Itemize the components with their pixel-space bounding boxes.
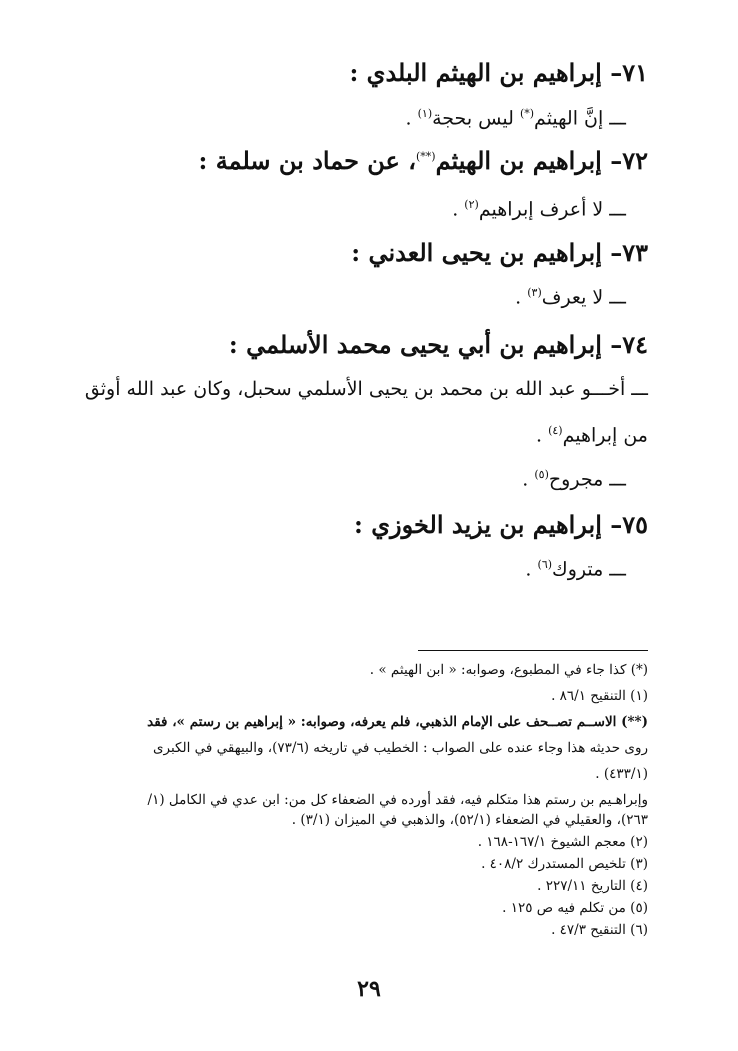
entry-72-text [452,198,626,220]
footnote-5: (٥) من تكلم فيه ص ١٢٥ . [502,900,648,916]
entry-text: من إبراهيم [562,424,648,447]
entry-72-heading [199,146,648,175]
footnote-2: (٢) معجم الشيوخ ١٦٧/١-١٦٨ . [477,834,648,850]
entry-number: ٧٥– [610,510,648,539]
entry-74-text-cont [536,424,648,446]
footnote-ref[interactable]: (٦) [537,558,553,571]
entry-74-text [85,378,648,400]
entry-text: ليس بحجة [432,107,520,130]
footnote-divider [418,650,648,651]
footnote-4: (٤) التاريخ ٢٢٧/١١ . [537,878,648,894]
footnote-double-star: (**) الاســم تصــحف على الإمام الذهبي، فلم يعرفه، وصوابه: « إبراهيم بن رستم »، فقد [147,714,648,730]
entry-text: . [522,468,535,491]
entry-rest: : [349,58,367,87]
entry-75-heading [354,510,648,539]
entry-number: ٧٤– [610,330,648,359]
footnote-ref[interactable]: (١) [417,107,433,120]
entry-text: ـــ مجروح [548,468,626,491]
footnote-ref[interactable]: (٥) [534,468,549,481]
entry-73-heading [351,238,648,267]
entry-title: إبراهيم بن يزيد الخوزي [371,510,602,539]
entry-text: . [535,424,549,447]
entry-title: إبراهيم بن الهيثم [435,146,602,175]
footnote-ref[interactable]: (٣) [527,286,542,299]
entry-text: ـــ أخـــو عبد الله بن محمد بن يحيى الأسلمي سحبل، وكان عبد الله أوثق [84,378,648,400]
entry-rest: : [354,510,372,539]
entry-rest: ، عن حماد بن سلمة : [198,146,416,175]
entry-rest: : [228,330,247,359]
entry-text: ـــ إنَّ الهيثم [534,107,626,130]
entry-text: . [405,107,418,130]
entry-title: إبراهيم بن يحيى العدني [368,238,602,267]
footnote-double-star-cont: (٤٣٣/١) . [595,766,648,782]
entry-rest: : [351,238,369,267]
entry-74-heading [229,330,648,359]
footnote-3: (٣) تلخيص المستدرك ٤٠٨/٢ . [481,856,648,872]
entry-text: . [525,558,538,581]
footnote-double-star-cont: روى حديثه هذا وجاء عنده على الصواب : الخطيب في تاريخه (٧٣/٦)، والبيهقي في الكبرى [152,740,648,756]
entry-74-text-2 [522,468,626,490]
footnote-1: (١) التنقيح ٨٦/١ . [551,688,648,704]
entry-number: ٧١– [610,58,648,87]
entry-title: إبراهيم بن أبي يحيى محمد الأسلمي [246,330,602,359]
footnote-double-star-cont: وإبراهـيم بن رستم هذا متكلم فيه، فقد أورده في الضعفاء كل من: ابن عدي في الكامل (١/ [147,792,648,808]
footnote-ref[interactable]: (*) [519,107,535,120]
entry-title: إبراهيم بن الهيثم البلدي [366,58,602,87]
entry-71-text [406,107,627,129]
footnote-6: (٦) التنقيح ٤٧/٣ . [551,922,648,938]
footnote-ref[interactable]: (٢) [464,198,479,211]
entry-text: ـــ متروك [552,558,626,581]
footnote-double-star-cont: ٢٦٣)، والعقيلي في الضعفاء (٥٢/١)، والذهبي في الميزان (٣/١) . [291,812,648,828]
entry-text: . [452,198,465,221]
entry-text: ـــ لا أعرف إبراهيم [478,198,626,221]
entry-text: ـــ لا يعرف [541,286,626,309]
entry-number: ٧٢– [610,146,648,175]
entry-75-text [525,558,626,580]
entry-73-text [515,286,626,308]
footnote-ref[interactable]: (٤) [548,424,563,437]
page-number: ٢٩ [357,976,381,1002]
footnote-star: (*) كذا جاء في المطبوع، وصوابه: « ابن الهيثم » . [369,662,648,678]
entry-text: . [515,286,528,309]
entry-71-heading [349,58,648,87]
entry-number: ٧٣– [610,238,648,267]
footnote-ref[interactable]: (**) [415,150,436,163]
